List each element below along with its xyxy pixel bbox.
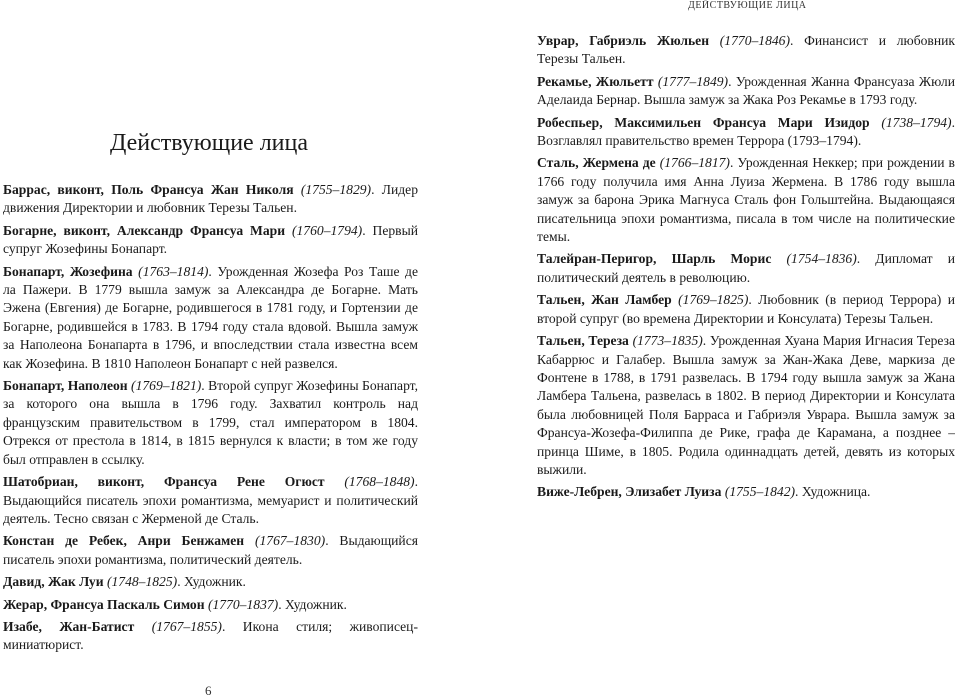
character-description: . Художник. [177,574,246,590]
character-name: Сталь, Жермена де [537,155,656,171]
chapter-title: Действующие лица [109,130,309,156]
character-description: . Урожденная Жанна Франсуаза Жюли Аделаида Бернар. Вышла замуж за Жака Роз Рекамье в 1793 году. [537,73,955,108]
character-description: . Выдающийся писатель эпохи романтизма, политический деятель. [3,533,418,567]
character-entry [537,154,955,246]
character-entry [3,573,418,591]
character-description: . Финансист и любовник Терезы Тальен. [537,33,955,67]
character-dates: (1770–1837) [207,596,279,612]
character-dates: (1748–1825) [106,574,178,590]
character-description: . Урожденная Хуана Мария Игнасия Тереза Кабаррюс и Галабер. Вышла замуж за Жан-Жака Деве, маркиза де Фонтене в 1788, в 1791 развелась. В 1794 году вышла замуж за Жана Ламбера Тальена, развелась в 1802. В период Директории и Консулата была любовницей Поля Барраса и Габриэля Уврара. Вышла замуж за Франсуа-Жозефа-Филиппа де Рике, графа де Карамана, а позднее – принца Шиме, в 1805. Родила одиннадцать детей, девять из которых выжили. [537,333,955,477]
character-entry [537,114,955,151]
character-name: Виже-Лебрен, Элизабет Луиза [537,484,722,500]
character-dates: (1766–1817) [659,155,730,171]
character-entry [537,32,955,69]
character-entry [537,483,955,501]
character-entry [537,73,955,110]
character-description: . Дипломат и политический деятель в революцию. [537,251,955,285]
running-head: ДЕЙСТВУЮЩИЕ ЛИЦА [688,0,807,11]
character-name: Шатобриан, виконт, Франсуа Рене Огюст [3,474,325,490]
character-dates: (1755–1842) [724,484,796,500]
character-entry [3,618,418,655]
character-name: Тальен, Жан Ламбер [537,292,672,308]
character-dates: (1767–1830) [254,533,326,549]
character-dates: (1767–1855) [151,618,222,634]
character-dates: (1777–1849) [657,73,729,89]
character-description: . Урожденная Жозефа Роз Таше де ла Пажери. В 1779 вышла замуж за Александра де Богарне. Мать Эжена (Евгения) де Богарне, родившегося в 1781 году, и Гортензии де Богарне, родившейся в 1783. В 1794 году стала вдовой. Вышла замуж за Наполеона Бонапарта в 1796, и впоследствии стала известна всем как Жозефина. В 1810 Наполеон Бонапарт с ней развелся. [3,263,418,371]
character-description: . Возглавлял правительство времен Террора (1793–1794). [537,114,955,149]
character-description: . Второй супруг Жозефины Бонапарт, за которого она вышла в 1796 году. Захватил контроль над французским правительством в 1799, стал императором в 1804. Отрекся от престола в 1814, в 1815 вернулся к власти; в том же году был отправлен в ссылку. [3,378,419,467]
character-description: . Лидер движения Директории и любовник Терезы Тальен. [3,182,418,216]
character-entry [3,181,418,218]
character-description: . Любовник (в период Террора) и второй супруг (во времена Директории и Консулата) Терезы Тальен. [537,292,955,326]
character-dates: (1755–1829) [300,182,372,197]
character-name: Изабе, Жан-Батист [3,618,135,634]
character-entry [3,222,418,259]
character-description: . Икона стиля; живописец-миниатюрист. [3,618,418,653]
character-entry [3,532,418,569]
character-entry [3,596,418,614]
character-entry [3,473,418,528]
character-name: Уврар, Габриэль Жюльен [537,33,710,48]
character-dates: (1770–1846) [719,33,791,48]
character-name: Давид, Жак Луи [3,574,104,590]
character-entry [3,263,418,373]
character-name: Баррас, виконт, Поль Франсуа Жан Николя [3,182,294,197]
character-dates: (1754–1836) [786,251,857,267]
character-name: Рекамье, Жюльетт [537,73,654,89]
character-description: . Первый супруг Жозефины Бонапарт. [3,222,418,257]
character-name: Талейран-Перигор, Шарль Морис [537,251,772,267]
character-dates: (1768–1848) [344,474,415,490]
character-entry [537,291,955,328]
character-name: Тальен, Тереза [537,333,629,349]
character-dates: (1760–1794) [291,222,363,238]
left-entries [3,181,418,659]
character-entry [3,377,418,469]
right-page [537,32,955,506]
character-entry [537,332,955,479]
character-dates: (1769–1825) [678,292,749,308]
character-name: Бонапарт, Жозефина [3,263,133,279]
character-dates: (1738–1794) [881,114,952,130]
character-name: Робеспьер, Максимильен Франсуа Мари Изидор [537,114,870,130]
character-dates: (1763–1814) [138,263,209,279]
page-number: 6 [205,683,212,698]
character-description: . Урожденная Неккер; при рождении в 1766 году получила имя Анна Луиза Жермена. В 1786 году вышла замуж за барона Эрика Магнуса Сталь фон Гольштейна. Выдающаяся писательница эпохи романтизма, писала в том числе на политические темы. [537,155,955,245]
character-name: Бонапарт, Наполеон [3,378,128,394]
left-page [0,0,418,699]
character-name: Богарне, виконт, Александр Франсуа Мари [3,222,286,238]
character-name: Жерар, Франсуа Паскаль Симон [3,596,205,612]
character-entry [537,250,955,287]
character-dates: (1773–1835) [632,333,703,349]
character-dates: (1769–1821) [131,378,202,394]
character-description: . Выдающийся писатель эпохи романтизма, мемуарист и политический деятель. Тесно связан с Жерменой де Сталь. [3,474,418,526]
character-description: . Художник. [278,596,347,612]
character-name: Констан де Ребек, Анри Бенжамен [3,533,245,549]
character-description: . Художница. [795,484,871,500]
